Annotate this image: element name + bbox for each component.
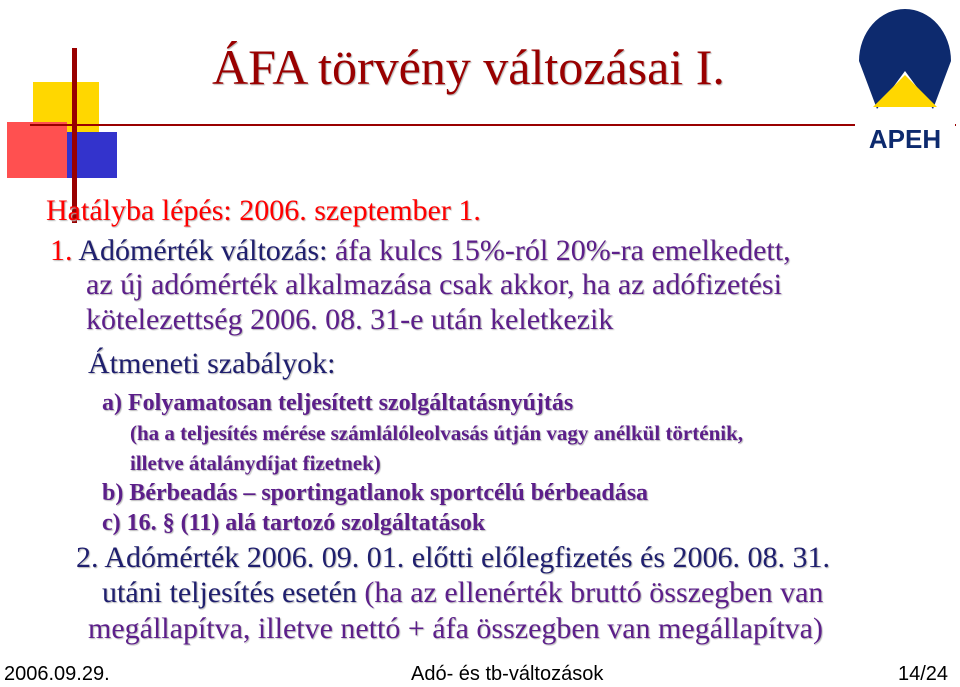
rule-a-line1: a) Folyamatosan teljesített szolgáltatásnyújtás — [102, 390, 574, 416]
rule-b: b) Bérbeadás – sportingatlanok sportcélú bérbeadása — [102, 480, 649, 506]
logo-text: APEH — [868, 124, 942, 154]
effective-date: Hatályba lépés: 2006. szeptember 1. — [46, 194, 481, 227]
apeh-logo — [855, 5, 955, 155]
point1-line2: az új adómérték alkalmazása csak akkor, ha az adófizetési — [86, 268, 782, 301]
footer-page: 14/24 — [898, 663, 949, 685]
decorative-red-square — [7, 122, 67, 178]
point2-line2a: utáni teljesítés esetén — [102, 576, 357, 609]
point1-number: 1. — [50, 234, 73, 267]
footer-date: 2006.09.29. — [4, 663, 110, 685]
point2-line1: 2. Adómérték 2006. 09. 01. előtti előlegfizetés és 2006. 08. 31. — [76, 541, 831, 574]
point2-line2 — [102, 576, 823, 610]
point1-text: áfa kulcs 15%-ról 20%-ra emelkedett, — [334, 234, 791, 267]
rule-c: c) 16. § (11) alá tartozó szolgáltatások — [102, 510, 486, 536]
point1-line3: kötelezettség 2006. 08. 31-e után keletkezik — [86, 303, 614, 336]
rule-a-line3: illetve átalánydíjat fizetnek) — [130, 451, 381, 475]
point1-label: Adómérték változás: — [78, 234, 328, 267]
point1-line1 — [50, 234, 791, 268]
slide-title: ÁFA törvény változásai I. — [212, 39, 725, 95]
footer-center: Adó- és tb-változások — [411, 663, 604, 685]
decorative-horizontal-line — [30, 124, 956, 126]
point2-line2b: (ha az ellenérték bruttó összegben van — [364, 576, 824, 609]
transitional-heading: Átmeneti szabályok: — [88, 347, 336, 380]
rule-a-line2: (ha a teljesítés mérése számlálóleolvasás útján vagy anélkül történik, — [130, 421, 744, 445]
point2-line3: megállapítva, illetve nettó + áfa összegben van megállapítva) — [88, 612, 823, 645]
